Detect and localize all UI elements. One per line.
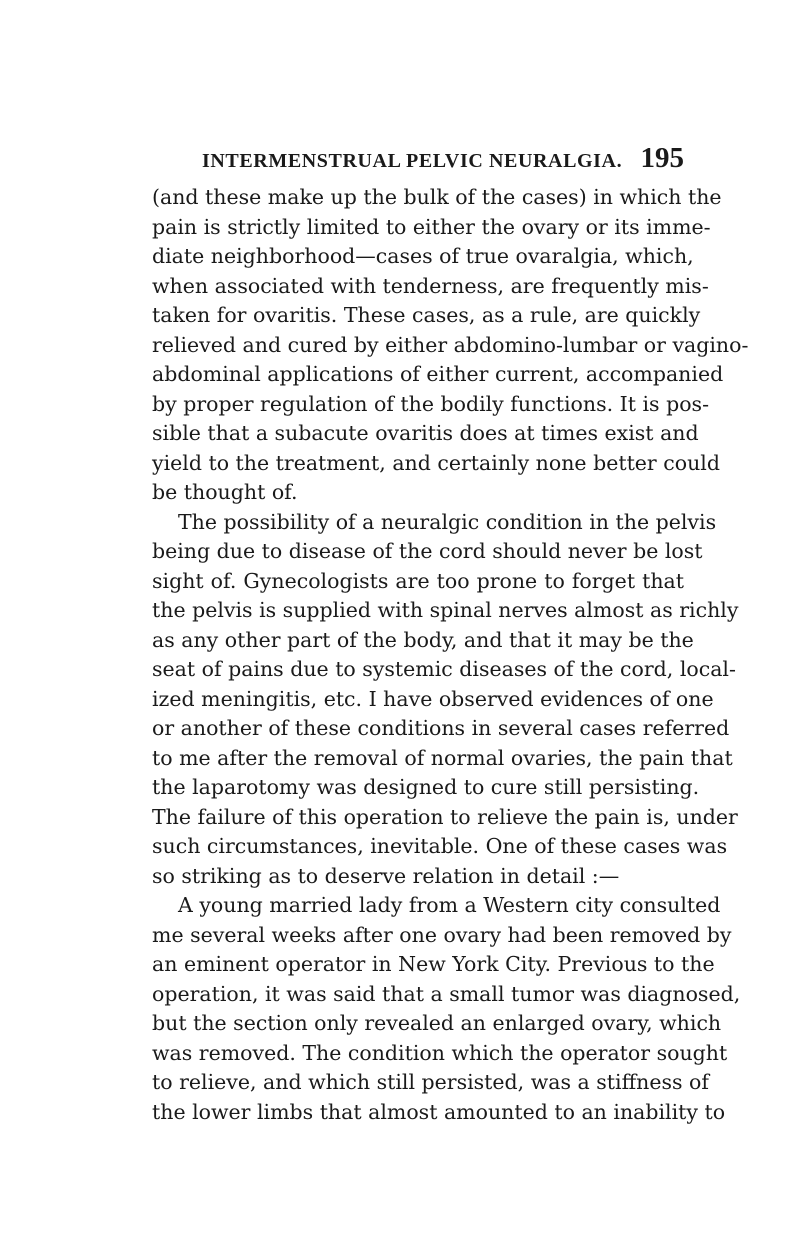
text-line: to me after the removal of normal ovaries, the pain that — [152, 745, 733, 770]
text-line: be thought of. — [152, 480, 298, 504]
text-line: relieved and cured by either abdomino-lumbar or vagino- — [152, 332, 749, 357]
text-line: operation, it was said that a small tumor was diagnosed, — [152, 981, 741, 1006]
text-line: being due to disease of the cord should never be lost — [152, 539, 703, 563]
text-line: diate neighborhood—cases of true ovaralgia, which, — [152, 244, 694, 268]
text-line: was removed. The condition which the operator sought — [152, 1040, 728, 1065]
text-line: yield to the treatment, and certainly none better could — [152, 450, 720, 475]
text-line: me several weeks after one ovary had been removed by — [152, 922, 732, 947]
text-line: The possibility of a neuralgic condition in the pelvis — [178, 509, 717, 534]
running-head — [152, 142, 684, 182]
text-line: as any other part of the body, and that it may be the — [152, 627, 694, 652]
text-line: the lower limbs that almost amounted to an inability to — [152, 1099, 726, 1124]
text-line: the laparotomy was designed to cure still persisting. — [152, 775, 700, 799]
text-line: ized meningitis, etc. I have observed evidences of one — [152, 686, 714, 711]
text-line: seat of pains due to systemic diseases of the cord, local- — [152, 657, 736, 681]
running-title: INTERMENSTRUAL PELVIC NEURALGIA. — [202, 150, 623, 172]
body-text — [152, 183, 749, 1127]
text-line: or another of these conditions in several cases referred — [152, 716, 730, 740]
text-line: such circumstances, inevitable. One of these cases was — [152, 834, 728, 858]
text-line: sight of. Gynecologists are too prone to forget that — [152, 568, 684, 593]
text-line: to relieve, and which still persisted, was a stiffness of — [152, 1070, 709, 1094]
text-line: so striking as to deserve relation in detail :— — [152, 863, 620, 888]
text-line: the pelvis is supplied with spinal nerves almost as richly — [152, 598, 739, 622]
page-number: 195 — [640, 142, 684, 174]
text-line: A young married lady from a Western city consulted — [178, 893, 721, 917]
text-line: The failure of this operation to relieve the pain is, under — [152, 804, 738, 829]
text-line: sible that a subacute ovaritis does at times exist and — [152, 421, 699, 445]
text-line: pain is strictly limited to either the ovary or its imme- — [152, 214, 711, 239]
text-line: by proper regulation of the bodily functions. It is pos- — [152, 391, 710, 416]
text-line: taken for ovaritis. These cases, as a rule, are quickly — [152, 303, 701, 327]
text-line: (and these make up the bulk of the cases) in which the — [152, 185, 722, 209]
text-line: an eminent operator in New York City. Previous to the — [152, 952, 715, 976]
text-line: but the section only revealed an enlarged ovary, which — [152, 1011, 722, 1035]
text-line: when associated with tenderness, are frequently mis- — [152, 273, 709, 298]
text-line: abdominal applications of either current, accompanied — [152, 362, 724, 386]
